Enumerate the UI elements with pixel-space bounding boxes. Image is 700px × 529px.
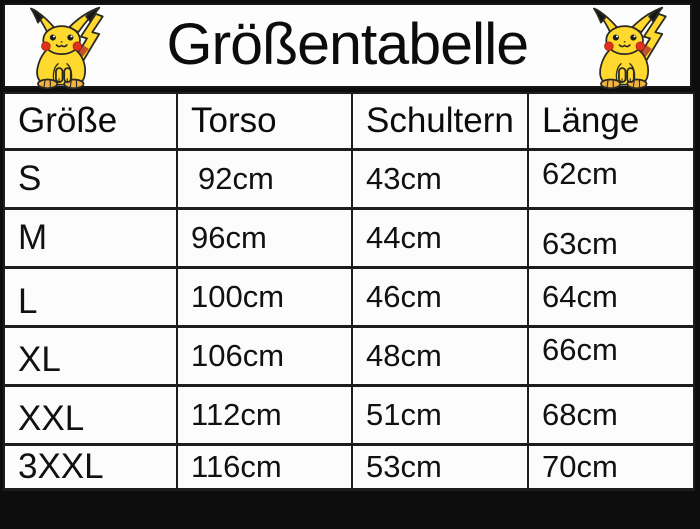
schultern-cell: 48cm (352, 326, 528, 385)
table-row-xxl (4, 385, 694, 444)
table-row-m (4, 208, 694, 267)
size-cell: XXL (4, 385, 177, 444)
laenge-cell: 68cm (528, 385, 694, 444)
column-header-schultern: Schultern (352, 93, 528, 149)
size-cell: S (4, 149, 177, 208)
size-table-wrapper (3, 92, 693, 491)
schultern-cell: 46cm (352, 267, 528, 326)
laenge-cell: 66cm (528, 326, 694, 385)
column-header-laenge: Länge (528, 93, 694, 149)
schultern-cell: 44cm (352, 208, 528, 267)
size-cell: 3XXL (4, 444, 177, 489)
title-banner (3, 3, 692, 88)
laenge-cell: 63cm (528, 208, 694, 267)
schultern-cell: 51cm (352, 385, 528, 444)
table-row-l (4, 267, 694, 326)
laenge-cell: 64cm (528, 267, 694, 326)
header-row (4, 93, 694, 149)
size-cell: XL (4, 326, 177, 385)
torso-cell: 106cm (177, 326, 352, 385)
table-row-3xxl (4, 444, 694, 489)
schultern-cell: 43cm (352, 149, 528, 208)
pikachu-icon (584, 6, 674, 90)
column-header-groesse: Größe (4, 93, 177, 149)
torso-cell: 92cm (177, 149, 352, 208)
schultern-cell: 53cm (352, 444, 528, 489)
torso-cell: 100cm (177, 267, 352, 326)
torso-cell: 112cm (177, 385, 352, 444)
pikachu-icon (21, 6, 111, 90)
torso-cell: 96cm (177, 208, 352, 267)
laenge-cell: 70cm (528, 444, 694, 489)
size-table (3, 92, 695, 491)
table-row-s (4, 149, 694, 208)
laenge-cell: 62cm (528, 149, 694, 208)
column-header-torso: Torso (177, 93, 352, 149)
size-cell: M (4, 208, 177, 267)
torso-cell: 116cm (177, 444, 352, 489)
size-cell: L (4, 267, 177, 326)
page-title: Größentabelle (166, 11, 529, 77)
table-row-xl (4, 326, 694, 385)
